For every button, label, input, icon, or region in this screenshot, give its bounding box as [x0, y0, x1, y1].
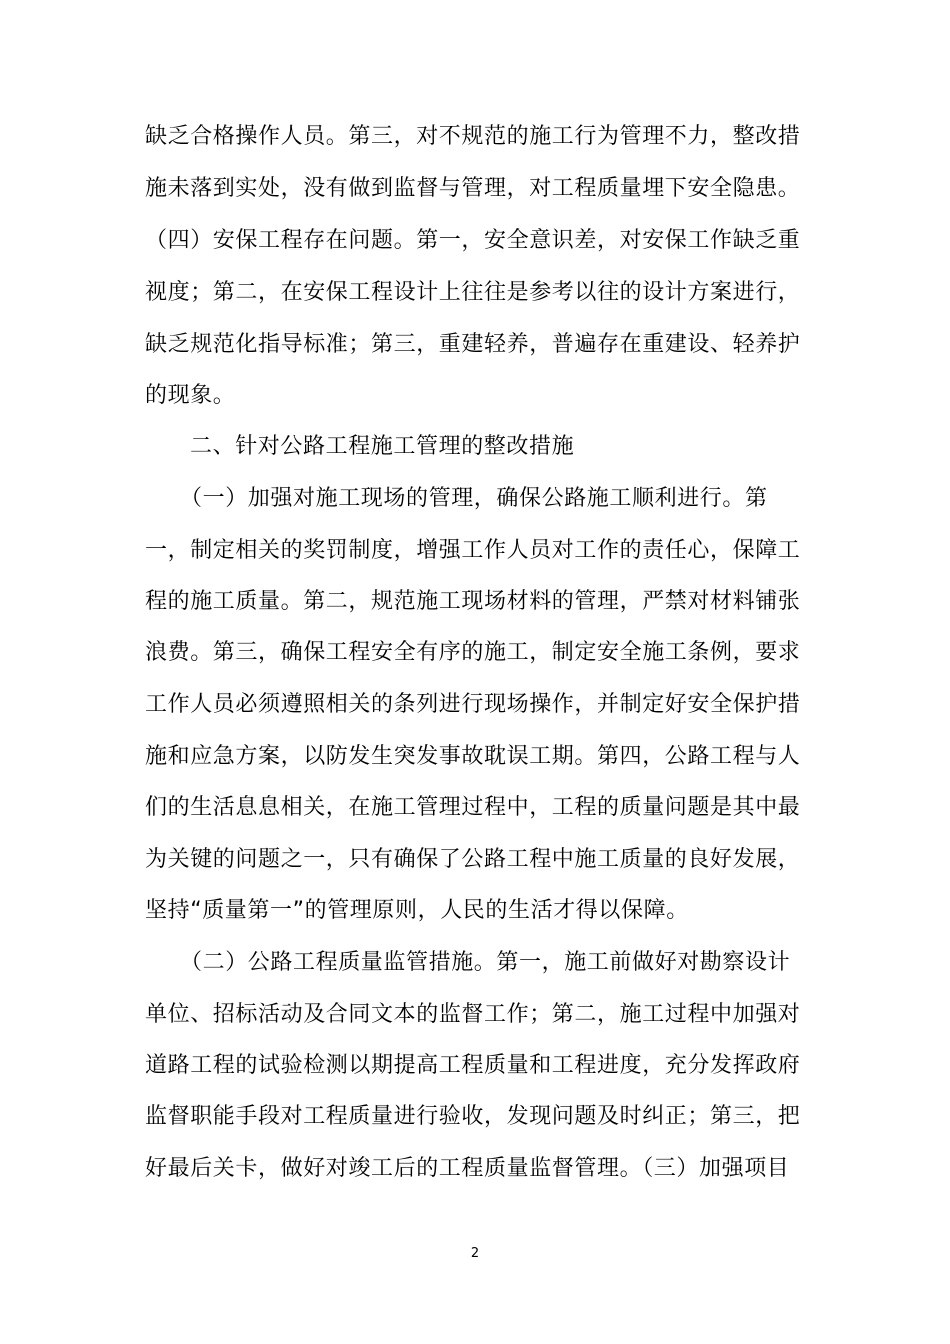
- text-line: （二）公路工程质量监管措施。第一，施工前做好对勘察设计: [180, 950, 791, 975]
- text-line: 的现象。: [145, 383, 236, 408]
- text-line: 程的施工质量。第二，规范施工现场材料的管理，严禁对材料铺张: [145, 589, 801, 614]
- text-line: 好最后关卡，做好对竣工后的工程质量监督管理。（三）加强项目: [145, 1156, 790, 1181]
- text-line: 视度；第二，在安保工程设计上往往是参考以往的设计方案进行，: [145, 280, 801, 305]
- text-line: 工作人员必须遵照相关的条列进行现场操作，并制定好安全保护措: [145, 692, 801, 717]
- text-line: 缺乏规范化指导标准；第三，重建轻养，普遍存在重建设、轻养护: [145, 332, 801, 357]
- text-line: 单位、招标活动及合同文本的监督工作；第二，施工过程中加强对: [145, 1002, 801, 1027]
- text-line: 道路工程的试验检测以期提高工程质量和工程进度，充分发挥政府: [145, 1053, 801, 1078]
- text-line: （一）加强对施工现场的管理，确保公路施工顺利进行。第: [180, 486, 768, 511]
- text-line: 坚持“质量第一”的管理原则，人民的生活才得以保障。: [145, 898, 689, 923]
- page-number: 2: [470, 1246, 480, 1261]
- section-heading: 二、针对公路工程施工管理的整改措施: [190, 434, 575, 459]
- text-line: 一，制定相关的奖罚制度，增强工作人员对工作的责任心，保障工: [145, 538, 801, 563]
- text-line: 施和应急方案，以防发生突发事故耽误工期。第四，公路工程与人: [145, 744, 801, 769]
- text-line: 施未落到实处，没有做到监督与管理，对工程质量埋下安全隐患。: [145, 176, 801, 201]
- text-line: 监督职能手段对工程质量进行验收，发现问题及时纠正；第三，把: [145, 1104, 801, 1129]
- text-line: 浪费。第三，确保工程安全有序的施工，制定安全施工条例，要求: [145, 640, 801, 665]
- text-line: 为关键的问题之一，只有确保了公路工程中施工质量的良好发展，: [145, 847, 801, 872]
- text-line: 们的生活息息相关，在施工管理过程中，工程的质量问题是其中最: [145, 795, 801, 820]
- text-line: （四）安保工程存在问题。第一，安全意识差，对安保工作缺乏重: [145, 228, 801, 253]
- text-line: 缺乏合格操作人员。第三，对不规范的施工行为管理不力，整改措: [145, 124, 801, 149]
